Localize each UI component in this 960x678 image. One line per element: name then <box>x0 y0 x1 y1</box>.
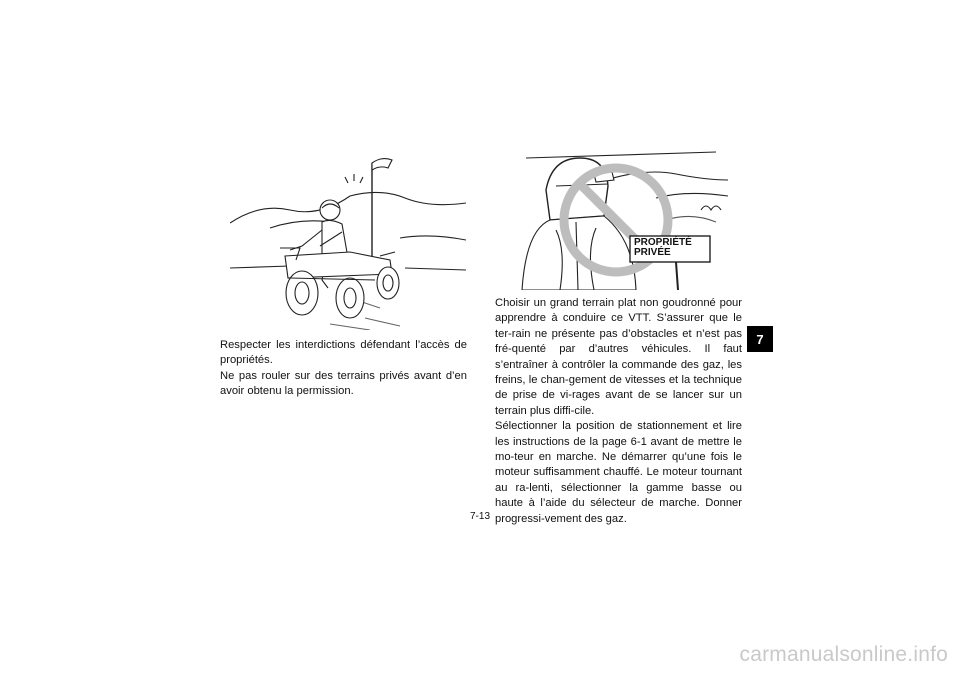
private-property-illustration <box>516 150 728 290</box>
sign-label <box>634 238 692 258</box>
paragraph: Ne pas rouler sur des terrains privés avant d’en avoir obtenu la permission. <box>220 369 467 398</box>
atv-rider-illustration <box>230 148 466 330</box>
paragraph: Respecter les interdictions défendant l’accès de propriétés. <box>220 339 467 367</box>
sign-line-2: PRIVÉE <box>634 247 671 258</box>
right-column-text <box>495 296 742 527</box>
chapter-tab: 7 <box>747 326 773 352</box>
paragraph: Choisir un grand terrain plat non goudronné pour apprendre à conduire ce VTT. S’assurer que le ter-rain ne présente pas d’obstacles et n’est pas fré-quenté par d’autres véhicules. Il faut s’entraîner à contrôler la commande des gaz, les freins, le chan-gement de vitesses et la technique de prise de vi-rages avant de se lancer sur un terrain plus diffi-cile. <box>495 297 742 417</box>
sign-line-1: PROPRIÉTÉ <box>634 237 692 248</box>
page-number: 7-13 <box>469 511 490 522</box>
left-column-text <box>220 338 467 400</box>
paragraph: Sélectionner la position de stationnement et lire les instructions de la page 6-1 avant de mettre le mo-teur en marche. Ne démarrer qu’une fois le moteur suffisamment chauffé. Le moteur tournant au ra-lenti, sélectionner la gamme basse ou haute à l’aide du sélecteur de marche. Donner progressi-vement des gaz. <box>495 420 742 525</box>
watermark-text: carmanualsonline.info <box>739 643 948 666</box>
